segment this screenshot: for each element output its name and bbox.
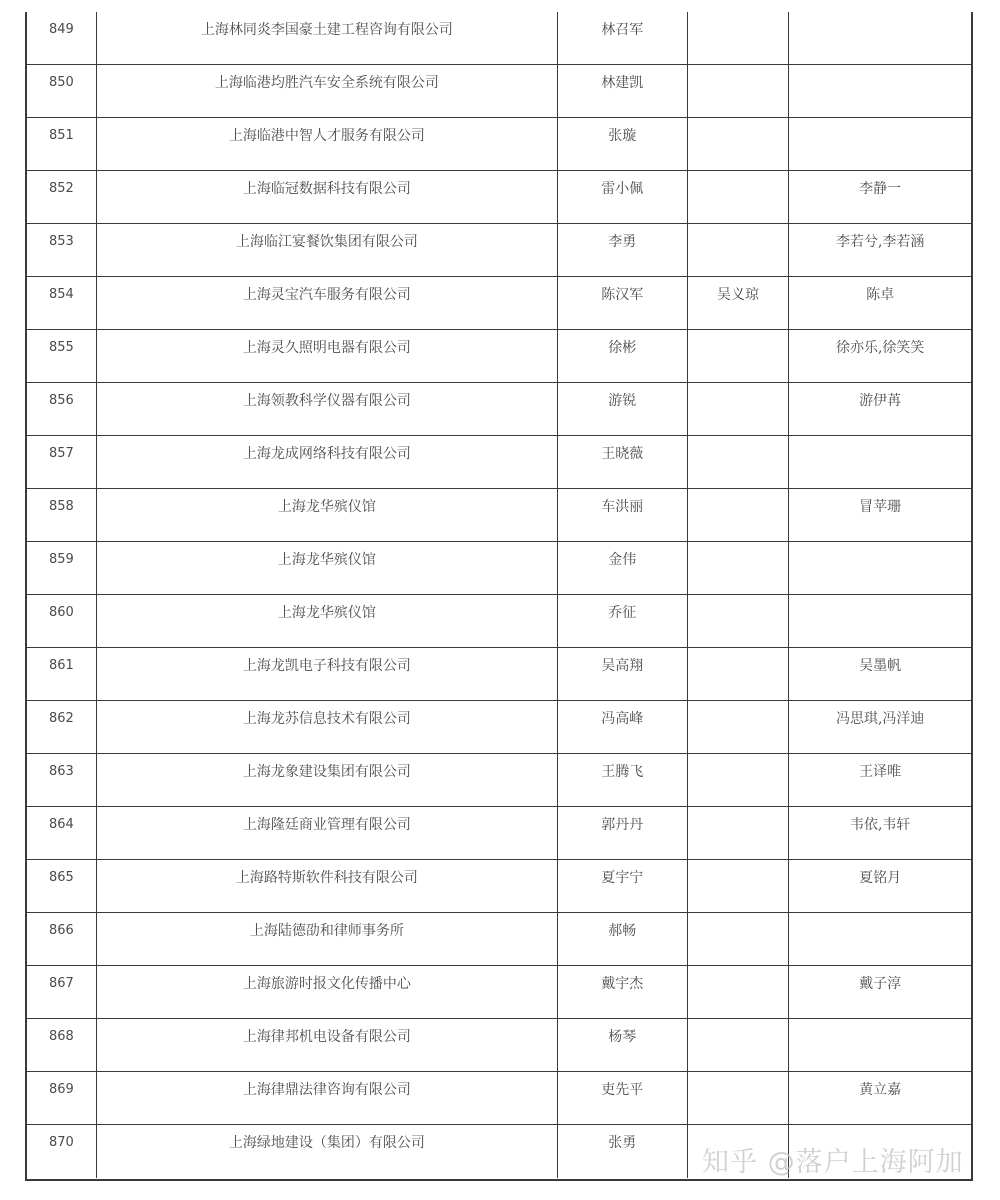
applicant-name-cell: 陈汉军: [558, 277, 688, 329]
table-row: [27, 171, 971, 224]
table-row: [27, 542, 971, 595]
children-names-cell: [789, 436, 971, 488]
spouse-name-cell: 吴义琼: [688, 277, 790, 329]
applicant-name-cell: 徐彬: [558, 330, 688, 382]
table-row: [27, 701, 971, 754]
company-name-cell: 上海龙象建设集团有限公司: [97, 754, 558, 806]
spouse-name-cell: [688, 489, 790, 541]
row-number-cell: 849: [27, 12, 97, 64]
spouse-name-cell: [688, 224, 790, 276]
company-name-cell: 上海旅游时报文化传播中心: [97, 966, 558, 1018]
children-names-cell: [789, 1019, 971, 1071]
applicant-name-cell: 张璇: [558, 118, 688, 170]
spouse-name-cell: [688, 860, 790, 912]
children-names-cell: [789, 913, 971, 965]
table-row: [27, 860, 971, 913]
table-row: [27, 330, 971, 383]
table-row: [27, 277, 971, 330]
applicant-name-cell: 冯高峰: [558, 701, 688, 753]
table-row: [27, 224, 971, 277]
children-names-cell: 游伊苒: [859, 393, 902, 409]
table-row: [27, 65, 971, 118]
spouse-name-cell: [688, 171, 790, 223]
children-names-cell: 吴墨帆: [859, 658, 902, 674]
row-number-cell: 853: [27, 224, 97, 276]
company-name-cell: 上海律邦机电设备有限公司: [97, 1019, 558, 1071]
row-number-cell: 855: [27, 330, 97, 382]
zhihu-watermark: 知乎 @落户上海阿加: [702, 1147, 964, 1178]
roster-table: [25, 12, 973, 1181]
children-names-cell: 王译唯: [859, 764, 902, 780]
company-name-cell: 上海临江宴餐饮集团有限公司: [97, 224, 558, 276]
table-row: [27, 489, 971, 542]
company-name-cell: 上海领教科学仪器有限公司: [97, 383, 558, 435]
company-name-cell: 上海龙华殡仪馆: [97, 595, 558, 647]
applicant-name-cell: 吴高翔: [558, 648, 688, 700]
table-row: [27, 436, 971, 489]
applicant-name-cell: 游锐: [558, 383, 688, 435]
spouse-name-cell: [688, 330, 790, 382]
company-name-cell: 上海临港中智人才服务有限公司: [97, 118, 558, 170]
spouse-name-cell: [688, 436, 790, 488]
table-row: [27, 12, 971, 65]
applicant-name-cell: 郭丹丹: [558, 807, 688, 859]
company-name-cell: 上海临冠数据科技有限公司: [97, 171, 558, 223]
children-names-cell: 夏铭月: [859, 870, 902, 886]
applicant-name-cell: 张勇: [558, 1125, 688, 1178]
children-names-cell: 冯思琪,冯洋迪: [835, 711, 925, 727]
row-number-cell: 857: [27, 436, 97, 488]
company-name-cell: 上海绿地建设（集团）有限公司: [97, 1125, 558, 1178]
row-number-cell: 866: [27, 913, 97, 965]
row-number-cell: 870: [27, 1125, 97, 1178]
applicant-name-cell: 林召军: [558, 12, 688, 64]
table-row: [27, 807, 971, 860]
row-number-cell: 858: [27, 489, 97, 541]
spouse-name-cell: [688, 383, 790, 435]
children-names-cell: [789, 595, 971, 647]
spouse-name-cell: [688, 966, 790, 1018]
children-names-cell: [789, 12, 971, 64]
children-names-cell: [789, 542, 971, 594]
company-name-cell: 上海龙华殡仪馆: [97, 489, 558, 541]
row-number-cell: 850: [27, 65, 97, 117]
children-names-cell: 韦依,韦轩: [849, 817, 911, 833]
spouse-name-cell: [688, 12, 790, 64]
row-number-cell: 851: [27, 118, 97, 170]
applicant-name-cell: 乔征: [558, 595, 688, 647]
company-name-cell: 上海隆廷商业管理有限公司: [97, 807, 558, 859]
table-row: [27, 966, 971, 1019]
applicant-name-cell: 王腾飞: [558, 754, 688, 806]
row-number-cell: 865: [27, 860, 97, 912]
table-row: [27, 913, 971, 966]
row-number-cell: 862: [27, 701, 97, 753]
applicant-name-cell: 金伟: [558, 542, 688, 594]
company-name-cell: 上海林同炎李国豪土建工程咨询有限公司: [97, 12, 558, 64]
row-number-cell: 863: [27, 754, 97, 806]
children-names-cell: 陈卓: [866, 287, 895, 303]
company-name-cell: 上海临港均胜汽车安全系统有限公司: [97, 65, 558, 117]
spouse-name-cell: [688, 807, 790, 859]
row-number-cell: 868: [27, 1019, 97, 1071]
spouse-name-cell: [688, 648, 790, 700]
row-number-cell: 860: [27, 595, 97, 647]
company-name-cell: 上海律鼎法律咨询有限公司: [97, 1072, 558, 1124]
row-number-cell: 852: [27, 171, 97, 223]
spouse-name-cell: [688, 542, 790, 594]
company-name-cell: 上海龙华殡仪馆: [97, 542, 558, 594]
company-name-cell: 上海龙凯电子科技有限公司: [97, 648, 558, 700]
company-name-cell: 上海龙成网络科技有限公司: [97, 436, 558, 488]
table-row: [27, 754, 971, 807]
row-number-cell: 856: [27, 383, 97, 435]
row-number-cell: 854: [27, 277, 97, 329]
table-row: [27, 595, 971, 648]
applicant-name-cell: 车洪丽: [558, 489, 688, 541]
row-number-cell: 869: [27, 1072, 97, 1124]
applicant-name-cell: 李勇: [558, 224, 688, 276]
table-row: [27, 1019, 971, 1072]
applicant-name-cell: 雷小佩: [558, 171, 688, 223]
children-names-cell: 李若兮,李若涵: [835, 234, 925, 250]
applicant-name-cell: 王晓薇: [558, 436, 688, 488]
children-names-cell: 黄立嘉: [859, 1082, 902, 1098]
children-names-cell: [789, 65, 971, 117]
table-row: [27, 1072, 971, 1125]
table-row: [27, 1125, 971, 1178]
spouse-name-cell: [688, 65, 790, 117]
company-name-cell: 上海灵宝汽车服务有限公司: [97, 277, 558, 329]
applicant-name-cell: 戴宇杰: [558, 966, 688, 1018]
spouse-name-cell: [688, 1019, 790, 1071]
spouse-name-cell: [688, 1125, 790, 1178]
spouse-name-cell: [688, 595, 790, 647]
company-name-cell: 上海龙苏信息技术有限公司: [97, 701, 558, 753]
row-number-cell: 867: [27, 966, 97, 1018]
table-row: [27, 118, 971, 171]
applicant-name-cell: 郝畅: [558, 913, 688, 965]
row-number-cell: 861: [27, 648, 97, 700]
applicant-name-cell: 杨琴: [558, 1019, 688, 1071]
spouse-name-cell: [688, 754, 790, 806]
applicant-name-cell: 夏宇宁: [558, 860, 688, 912]
spouse-name-cell: [688, 701, 790, 753]
children-names-cell: [789, 118, 971, 170]
row-number-cell: 864: [27, 807, 97, 859]
children-names-cell: 李静一: [859, 181, 902, 197]
spouse-name-cell: [688, 1072, 790, 1124]
company-name-cell: 上海灵久照明电器有限公司: [97, 330, 558, 382]
children-names-cell: 徐亦乐,徐笑笑: [835, 340, 925, 356]
children-names-cell: 冒苹珊: [859, 499, 902, 515]
spouse-name-cell: [688, 118, 790, 170]
table-row: [27, 648, 971, 701]
applicant-name-cell: 林建凯: [558, 65, 688, 117]
company-name-cell: 上海陆德劭和律师事务所: [97, 913, 558, 965]
children-names-cell: 戴子淳: [859, 976, 902, 992]
table-row: [27, 383, 971, 436]
company-name-cell: 上海路特斯软件科技有限公司: [97, 860, 558, 912]
children-names-cell: [789, 1125, 971, 1178]
row-number-cell: 859: [27, 542, 97, 594]
spouse-name-cell: [688, 913, 790, 965]
applicant-name-cell: 吏先平: [558, 1072, 688, 1124]
